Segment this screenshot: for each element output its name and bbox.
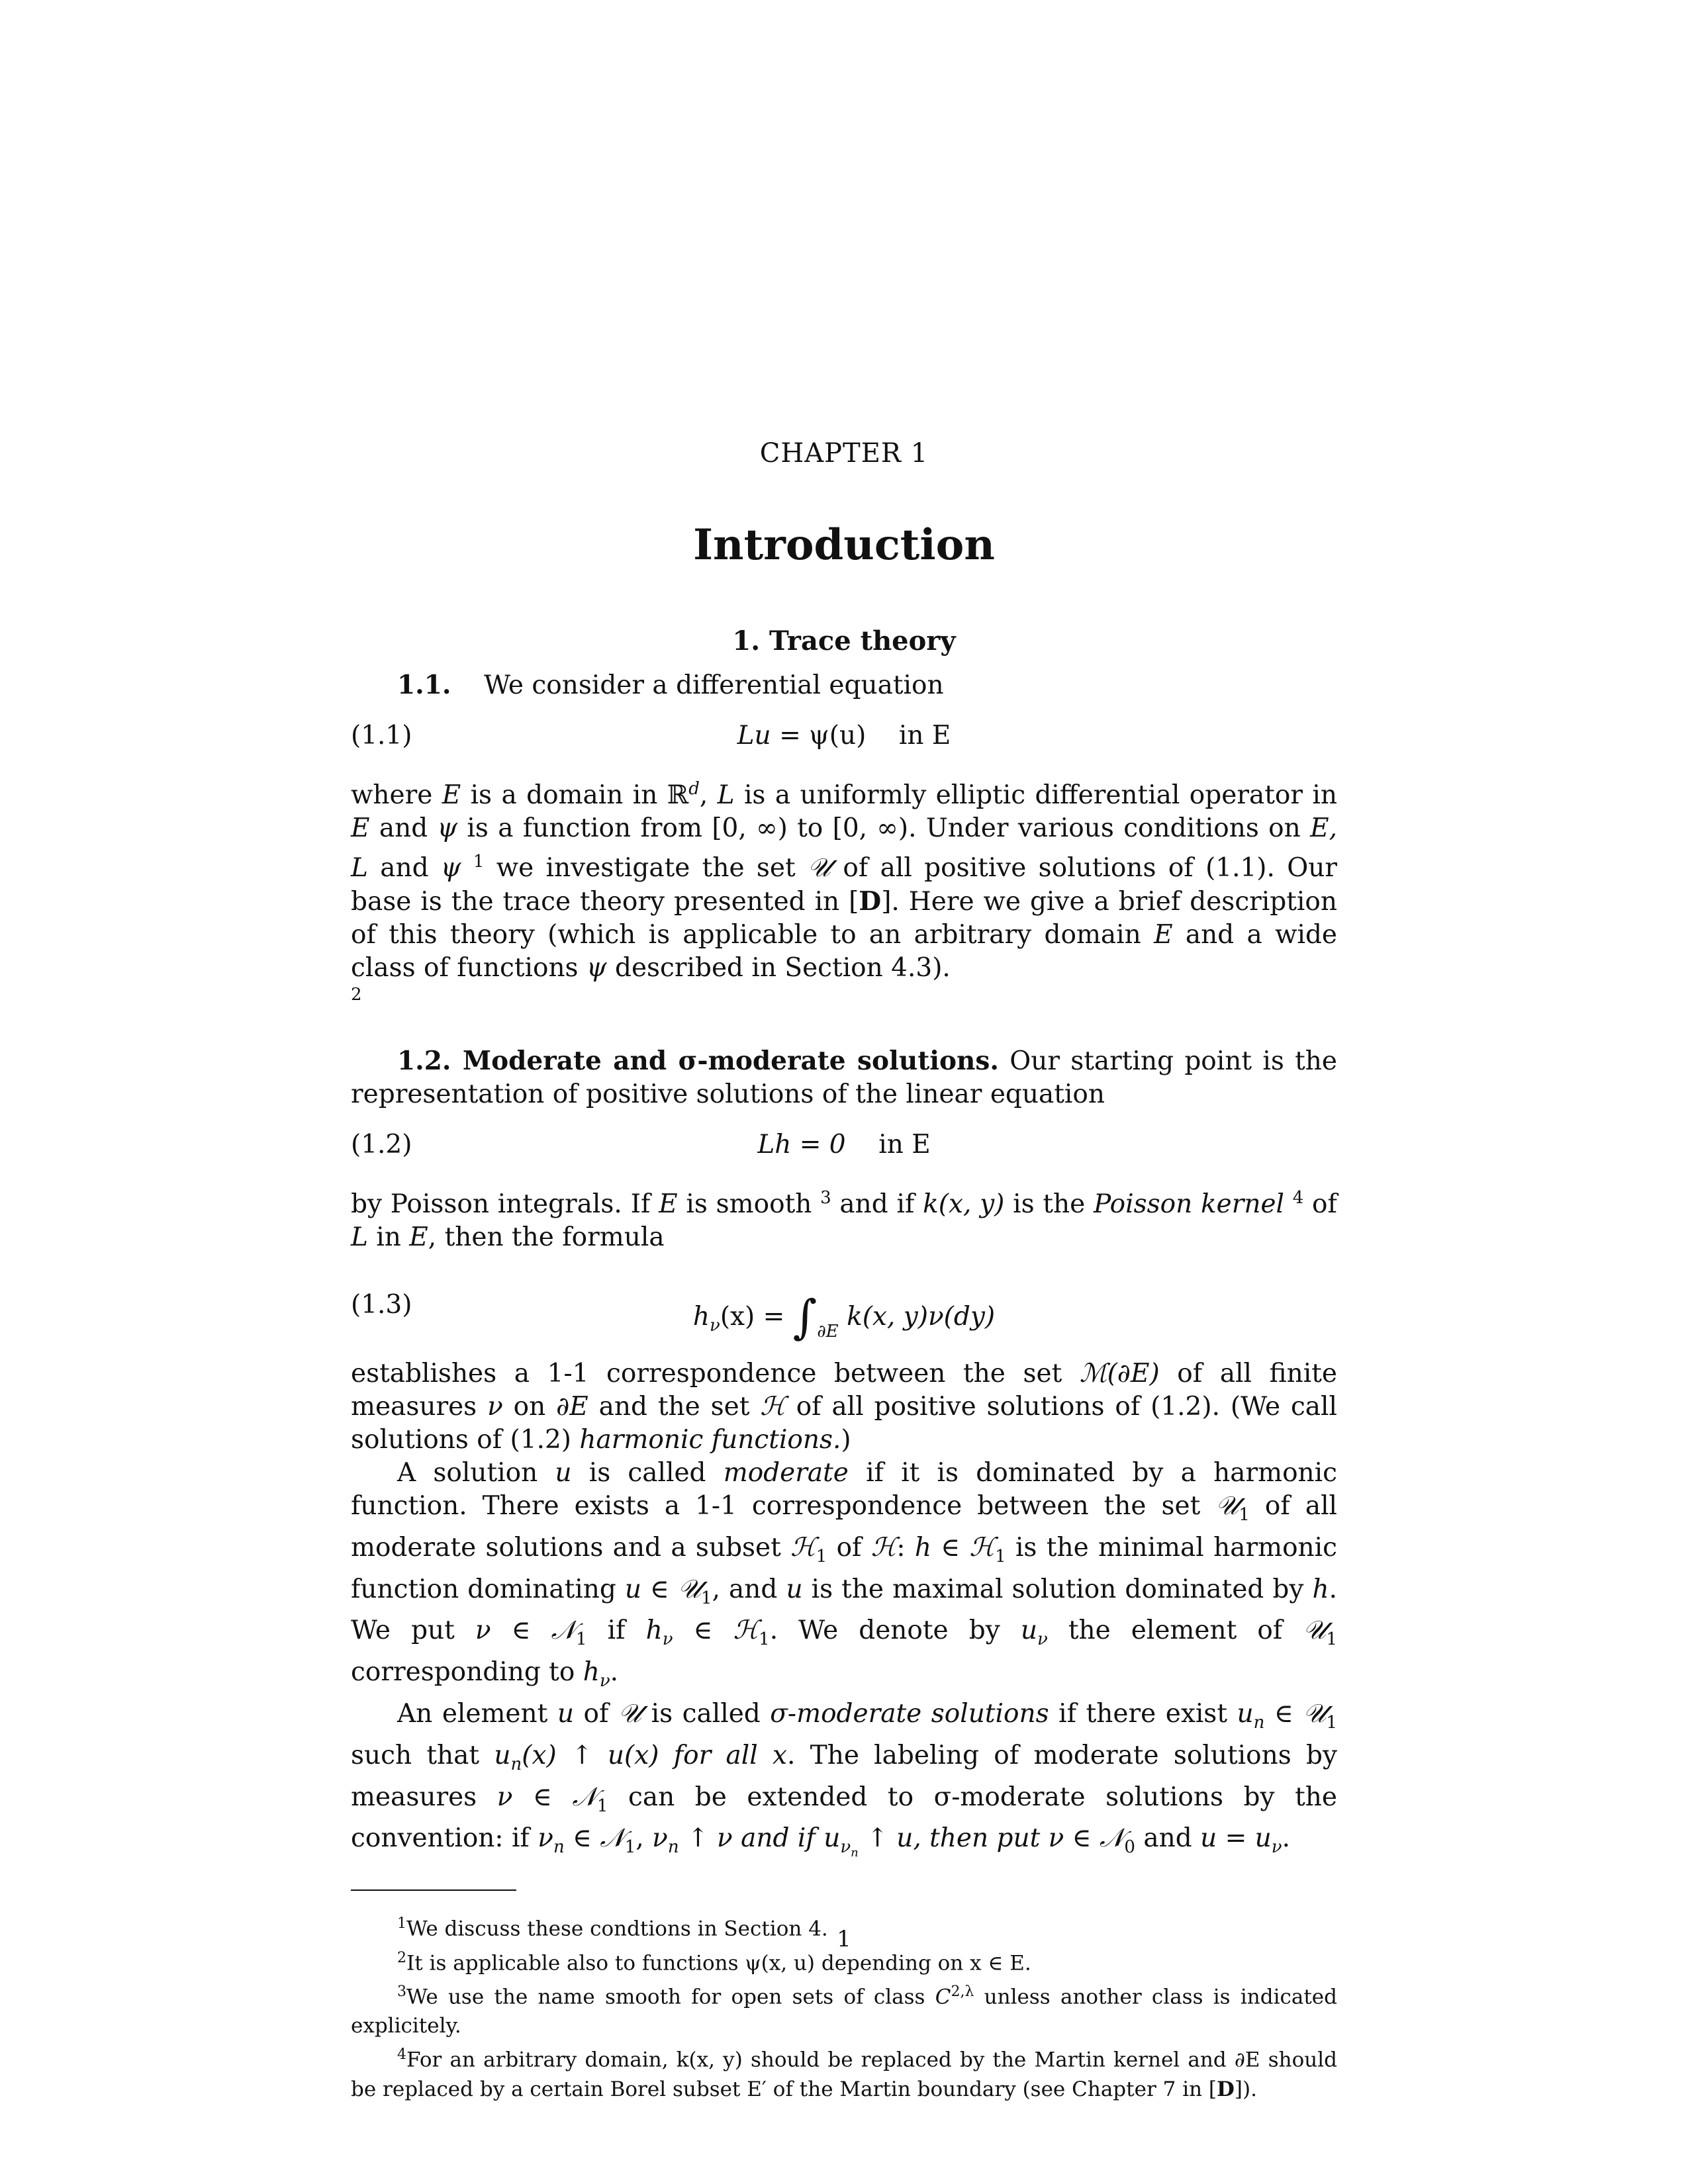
subscript: n (1253, 1712, 1265, 1733)
subscript: 1 (1326, 1629, 1337, 1650)
math: E (409, 1222, 428, 1252)
math: ∈ 𝒰 (1264, 1698, 1327, 1729)
subscript: ν (1271, 1837, 1282, 1858)
math: u (823, 1823, 841, 1854)
text: is called (641, 1698, 771, 1729)
text: . (610, 1657, 619, 1688)
citation-D[interactable]: D (1217, 2077, 1235, 2101)
subscript: ν (599, 1670, 610, 1691)
math: ν ∈ 𝒩 (496, 1782, 597, 1812)
equation-body (351, 1290, 1337, 1344)
text: if there exist (1049, 1698, 1237, 1729)
paragraph-poisson (351, 1181, 1337, 1254)
footnote-text: It is applicable also to functions ψ(x, u) depending on x ∈ E. (406, 1951, 1031, 1976)
math: u ∈ 𝒰 (624, 1574, 702, 1604)
math: ↑ u, then put (858, 1823, 1049, 1854)
term: moderate (723, 1458, 849, 1488)
math: d (688, 779, 700, 799)
text: , (635, 1823, 653, 1854)
footnote-4 (351, 2040, 1337, 2103)
eq-lhs: Lh = 0 (757, 1130, 846, 1160)
text: , then the formula (428, 1222, 665, 1252)
math: ↑ ν and if (679, 1823, 824, 1854)
text: if (586, 1615, 646, 1646)
text: by Poisson integrals. If (351, 1189, 659, 1219)
paragraph-domain-definition (351, 772, 1337, 985)
math: u (786, 1574, 803, 1604)
text: is a uniformly elliptic differential operator in (734, 780, 1338, 810)
text: of all positive solutions of (1.1). Our base is the trace theory presented in [ (351, 853, 1337, 917)
math: ψ (586, 953, 607, 983)
text: we investigate the set (484, 853, 808, 883)
footnote-text: We discuss these condtions in Section 4. (406, 1917, 828, 1941)
math: 2,λ (951, 1983, 974, 2001)
eq-rhs: = ψ(u) (779, 721, 867, 751)
footnote-text: For an arbitrary domain, k(x, y) should be replaced by the Martin kernel and ∂E should be replaced by a certain Borel subset E′ of the Martin boundary (see Chapter 7 in [ (351, 2048, 1337, 2101)
math: x (773, 1740, 788, 1770)
math: (x) ↑ u(x) for all (522, 1740, 773, 1770)
equation-body (351, 721, 1337, 751)
term: Poisson kernel (1094, 1189, 1285, 1219)
math: ℋ (760, 1392, 786, 1422)
equation-1-1 (351, 710, 1337, 763)
subscript: 1 (624, 1837, 636, 1858)
math: u (494, 1740, 511, 1770)
subsection-1-1-text: We consider a differential equation (484, 670, 944, 700)
text: in (367, 1222, 410, 1252)
text: is the (1004, 1189, 1094, 1219)
text: if it is dominated by a harmonic function. There exists a 1-1 correspondence between the set (351, 1458, 1337, 1521)
text: . The labeling of moderate solutions by measures (351, 1740, 1337, 1812)
text: where (351, 780, 442, 810)
text: is a function from [0, ∞) to [0, ∞). Under various conditions on (457, 813, 1311, 843)
text: is the maximal solution dominated by (802, 1574, 1313, 1604)
math: h (1312, 1574, 1329, 1604)
math: E, L (351, 813, 1337, 883)
subscript: 0 (1124, 1837, 1135, 1858)
text: . (1282, 1823, 1291, 1854)
math: ν (487, 1392, 503, 1422)
subsection-1-2-heading: 1.2. Moderate and σ-moderate solutions. (397, 1046, 999, 1076)
subsection-number: 1.1. (397, 670, 451, 700)
math: ν (710, 1315, 720, 1336)
subscript: 1 (995, 1546, 1006, 1567)
text: such that (351, 1740, 494, 1770)
math: 𝒰 (807, 853, 831, 883)
math: E (442, 780, 461, 810)
paragraph-sigma-moderate (351, 1698, 1337, 1870)
text: of all finite measures (351, 1359, 1337, 1422)
text: described in Section 4.3). (606, 953, 951, 983)
text: ) (841, 1425, 851, 1455)
text: and (369, 813, 438, 843)
math: ℳ(∂E) (1079, 1359, 1160, 1388)
paragraph-moderate (351, 1457, 1337, 1698)
math: k(x, y) (923, 1189, 1005, 1219)
text: the element of (1047, 1615, 1303, 1646)
math: E (659, 1189, 678, 1219)
math: ∂E (556, 1392, 588, 1422)
text: of all moderate solutions and a subset (351, 1491, 1338, 1563)
subscript: n (553, 1837, 565, 1858)
footnote-ref-1[interactable]: 1 (473, 852, 485, 872)
subscript: n (851, 1846, 859, 1860)
page-number: 1 (837, 1926, 851, 1952)
term: harmonic functions. (579, 1425, 841, 1455)
equation-body (351, 1130, 1337, 1160)
footnote-text: unless another class is indicated explicitely. (351, 1985, 1337, 2038)
section-title: 1. Trace theory (732, 625, 956, 657)
text: of all positive solutions of (1.2). (We call solutions of (1.2) (351, 1392, 1337, 1455)
subscript: 1 (576, 1629, 587, 1650)
subscript: 1 (1239, 1504, 1250, 1525)
math: ν ∈ 𝒩 (475, 1615, 577, 1646)
equation-number: (1.2) (351, 1130, 412, 1160)
text: An element (397, 1698, 557, 1729)
footnote-ref-3[interactable]: 3 (820, 1188, 831, 1208)
subscript: 1 (816, 1546, 827, 1567)
math: E (1154, 920, 1173, 950)
text: corresponding to (351, 1657, 583, 1688)
math: L (717, 780, 735, 810)
term: σ-moderate solutions (770, 1698, 1049, 1729)
subscript: ν (1037, 1629, 1048, 1650)
math: h (645, 1615, 663, 1646)
math: ∈ ℋ (673, 1615, 759, 1646)
text: of (1303, 1189, 1337, 1219)
math: ∂E (817, 1322, 839, 1342)
text: : (896, 1532, 915, 1563)
subsection-1-2-text: Our starting point is the representation of positive solutions of the linear equation (351, 1046, 1337, 1109)
text: A solution (397, 1458, 555, 1488)
text: establishes a 1-1 correspondence between the set (351, 1359, 1080, 1388)
footnote-text: We use the name smooth for open sets of class (406, 1985, 935, 2009)
integral-sign: ∫ (792, 1290, 818, 1344)
math: k(x, y)ν(dy) (847, 1302, 996, 1332)
equation-1-3 (351, 1262, 1337, 1348)
paragraph-correspondence (351, 1357, 1337, 1457)
footnote-ref-4[interactable]: 4 (1292, 1188, 1304, 1208)
math: h ∈ ℋ (914, 1532, 996, 1563)
equation-number: (1.3) (351, 1290, 412, 1320)
footnote-text: ]). (1234, 2077, 1257, 2101)
text: and if (831, 1189, 923, 1219)
chapter-label: CHAPTER 1 (759, 438, 929, 469)
math: ψ (440, 853, 461, 883)
text: and (367, 853, 441, 883)
math: u (1237, 1698, 1254, 1729)
math: h (583, 1657, 600, 1688)
footnote-marker: 3 (397, 1983, 406, 2001)
eq-domain: in E (898, 721, 951, 751)
subscript: n (667, 1837, 679, 1858)
citation-D[interactable]: D (859, 886, 882, 917)
math: ν ∈ 𝒩 (1048, 1823, 1125, 1854)
text: , and (712, 1574, 786, 1604)
footnote-3 (351, 1978, 1337, 2040)
equation-number: (1.1) (351, 721, 412, 751)
footnote-ref-2[interactable]: 2 (351, 985, 362, 1005)
text: is smooth (677, 1189, 821, 1219)
math: 𝒰 (618, 1698, 642, 1729)
eq-lhs: Lu (737, 721, 771, 751)
subsection-1-1-intro (351, 668, 1337, 702)
math: L (351, 1222, 368, 1252)
math: ν (652, 1823, 668, 1854)
math: u (1020, 1615, 1037, 1646)
math: ℋ (870, 1532, 897, 1563)
chapter-title: Introduction (693, 520, 995, 570)
footnote-marker: 1 (397, 1915, 406, 1933)
text: of (827, 1532, 871, 1563)
subscript: ν (840, 1837, 851, 1858)
math: (x) = (720, 1302, 785, 1332)
text: is a domain in ℝ (461, 780, 689, 810)
math: ∈ 𝒩 (564, 1823, 625, 1854)
text: and a wide class of functions (351, 920, 1337, 983)
footnote-marker: 2 (397, 1949, 406, 1966)
text: can be extended to σ-moderate solutions by the convention: if (351, 1782, 1337, 1854)
text: and the set (588, 1392, 761, 1422)
subscript: 1 (759, 1629, 770, 1650)
math: h (692, 1302, 710, 1332)
text: is called (571, 1458, 724, 1488)
footnote-divider (351, 1889, 516, 1891)
math: 𝒰 (1215, 1491, 1239, 1521)
subscript: n (510, 1754, 522, 1774)
text: ]. Here we give a brief description of this theory (which is applicable to an arbitrary domain (351, 887, 1337, 950)
subscript: 1 (1326, 1712, 1338, 1733)
eq-domain: in E (878, 1130, 931, 1160)
text: is the minimal harmonic function dominating (351, 1532, 1337, 1604)
subscript: ν (662, 1629, 673, 1650)
math: u = u (1200, 1823, 1272, 1854)
equation-1-2 (351, 1119, 1337, 1172)
subscript: 1 (596, 1796, 608, 1816)
text: and (1135, 1823, 1201, 1854)
text: on (502, 1392, 557, 1422)
math: ν (538, 1823, 553, 1854)
math: E (351, 813, 370, 843)
math: C (935, 1985, 951, 2009)
text: . We put (351, 1574, 1338, 1646)
text: , (699, 780, 718, 810)
body-area (351, 625, 1337, 2104)
math: ℋ (790, 1532, 816, 1563)
footnote-marker: 4 (397, 2046, 406, 2064)
math: u (555, 1458, 572, 1488)
subsection-1-2-intro (351, 1044, 1337, 1111)
subscript: 1 (701, 1588, 712, 1608)
math: u (557, 1698, 574, 1729)
math: 𝒰 (1303, 1615, 1327, 1646)
math: ψ (437, 813, 458, 843)
text: . We denote by (769, 1615, 1021, 1646)
text: of (573, 1698, 618, 1729)
